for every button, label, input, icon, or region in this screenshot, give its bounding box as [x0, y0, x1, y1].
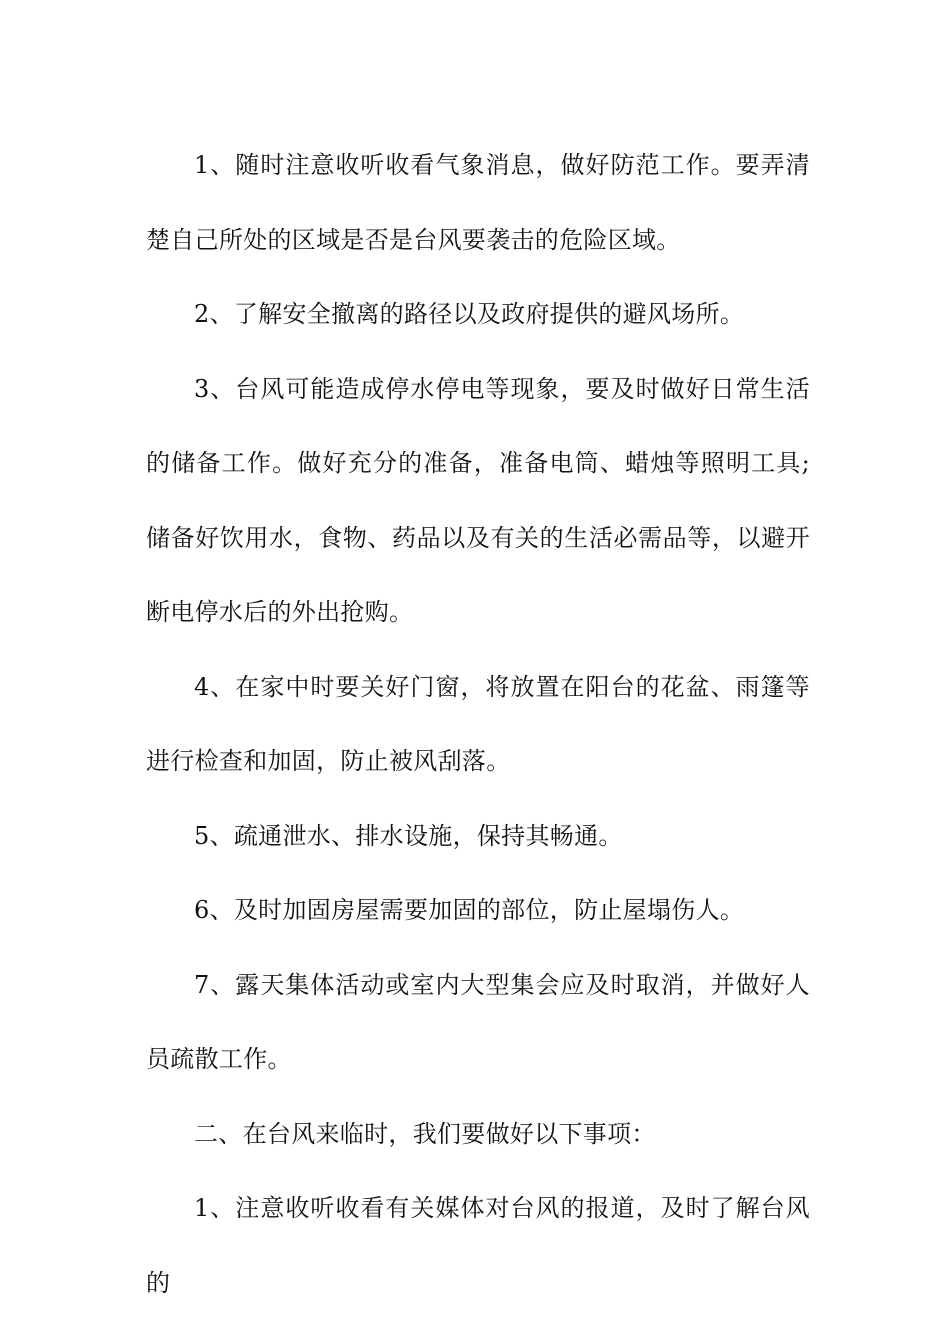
paragraph-6: 6、及时加固房屋需要加固的部位，防止屋塌伤人。 [194, 896, 745, 924]
paragraph-4: 4、在家中时要关好门窗，将放置在阳台的花盆、雨篷等进行检查和加固，防止被风刮落。 [146, 672, 810, 775]
paragraph-1: 1、随时注意收听收看气象消息，做好防范工作。要弄清楚自己所处的区域是否是台风要袭击的危险区域。 [146, 151, 810, 254]
document-body [146, 128, 810, 1320]
paragraph-7: 7、露天集体活动或室内大型集会应及时取消，并做好人员疏散工作。 [146, 970, 810, 1073]
paragraph-5: 5、疏通泄水、排水设施，保持其畅通。 [194, 821, 623, 850]
paragraph-8: 1、注意收听收看有关媒体对台风的报道，及时了解台风的 [146, 1194, 810, 1297]
paragraph-2: 2、了解安全撤离的路径以及政府提供的避风场所。 [194, 300, 745, 328]
paragraph-3: 3、台风可能造成停水停电等现象，要及时做好日常生活的储备工作。做好充分的准备，准备电筒、蜡烛等照明工具;储备好饮用水，食物、药品以及有关的生活必需品等，以避开断电停水后的外出抢购。 [146, 374, 810, 626]
section-heading: 二、在台风来临时，我们要做好以下事项： [194, 1119, 656, 1148]
